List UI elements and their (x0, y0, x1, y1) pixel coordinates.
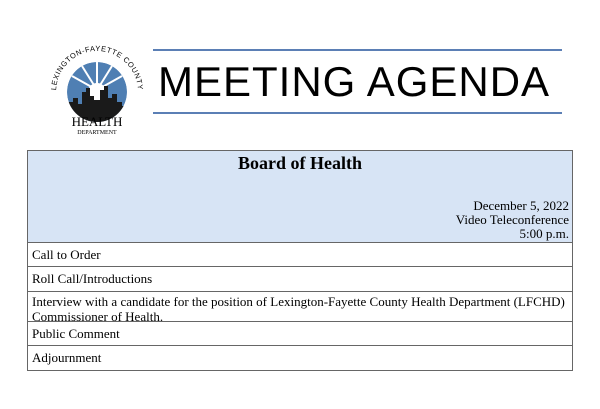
health-department-logo (42, 40, 152, 140)
meeting-info (456, 199, 569, 241)
agenda-item-roll-call: Roll Call/Introductions (28, 267, 572, 292)
meeting-time: 5:00 p.m. (519, 226, 569, 241)
logo-arc-text: LEXINGTON-FAYETTE COUNTY (49, 43, 146, 91)
board-title: Board of Health (238, 153, 362, 173)
agenda-header (28, 151, 572, 243)
agenda-item-public-comment: Public Comment (28, 322, 572, 346)
logo-subname: DEPARTMENT (77, 130, 117, 136)
header-rule-top (153, 49, 562, 51)
agenda-table (27, 150, 573, 371)
agenda-item-call-to-order: Call to Order (28, 243, 572, 267)
logo-graphic (42, 40, 152, 140)
logo-name: HEALTH (71, 114, 123, 129)
meeting-location: Video Teleconference (455, 212, 569, 227)
agenda-item-adjournment: Adjournment (32, 350, 102, 365)
page-title: MEETING AGENDA (158, 58, 551, 105)
header-rule-bottom (153, 112, 562, 114)
meeting-date: December 5, 2022 (473, 198, 569, 213)
agenda-item-interview: Interview with a candidate for the position of Lexington-Fayette County Health Department (LFCHD) Commissioner of Health. (28, 292, 572, 322)
